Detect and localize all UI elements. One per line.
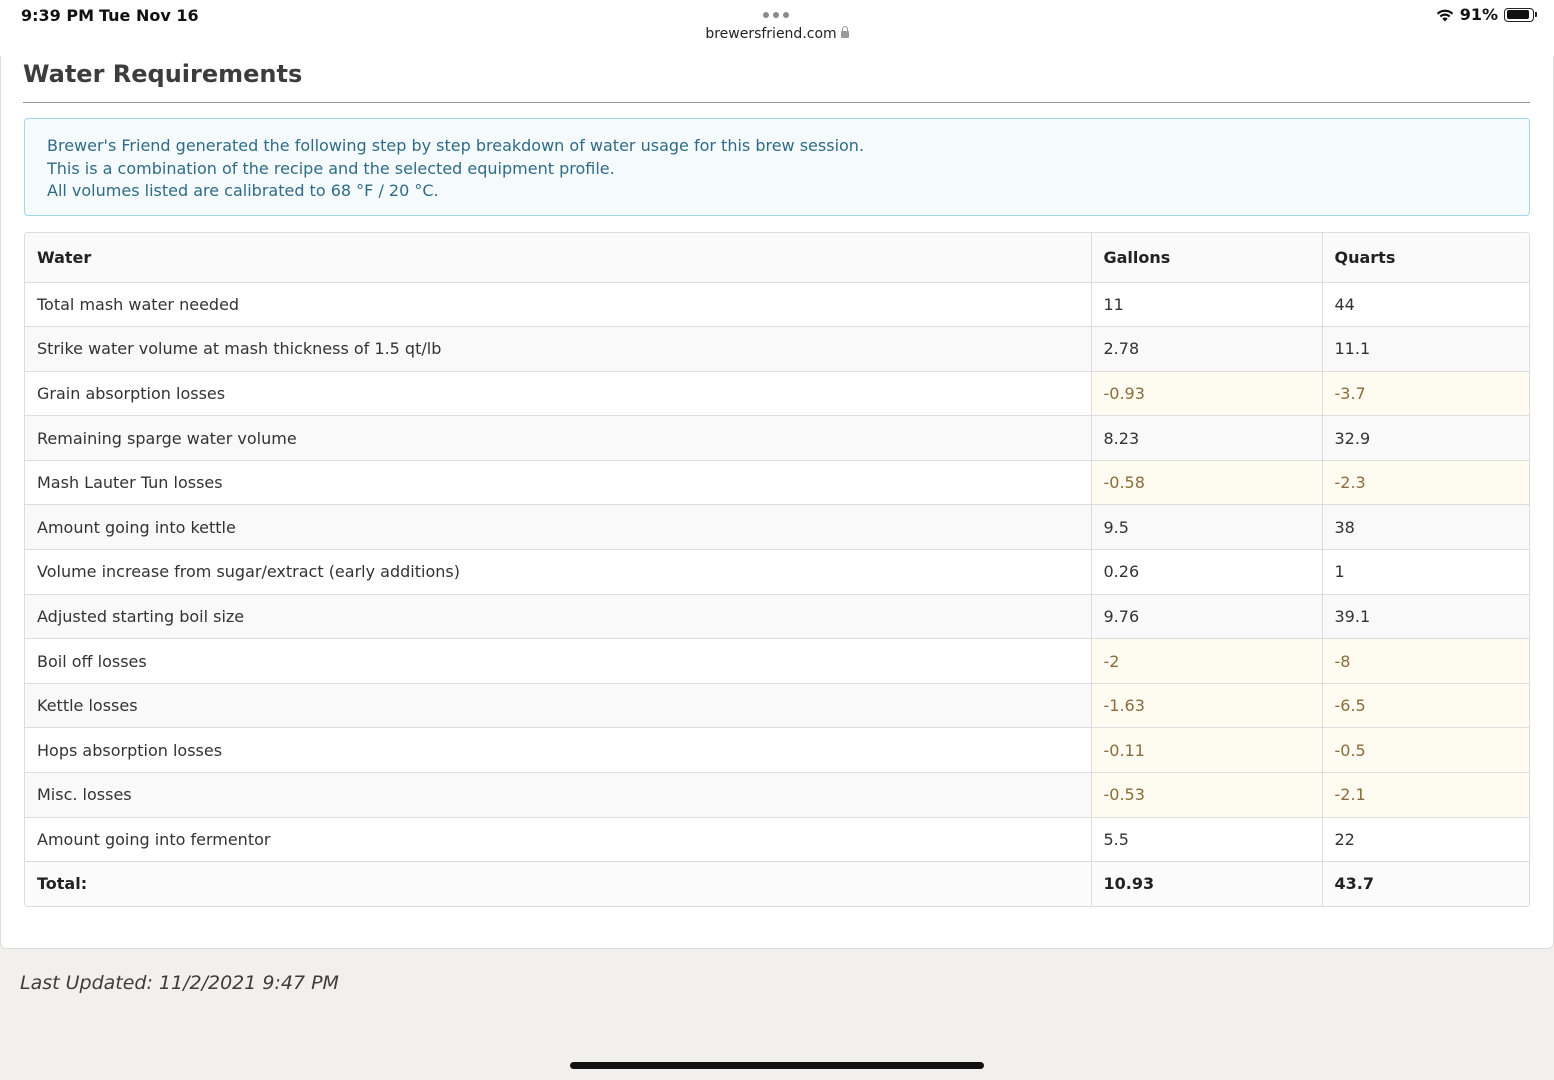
row-quarts: 11.1 (1322, 327, 1530, 372)
page-title: Water Requirements (23, 60, 303, 88)
header-water: Water (25, 233, 1091, 282)
ios-status-bar (0, 0, 1554, 56)
row-label: Amount going into kettle (25, 505, 1091, 550)
table-row (25, 817, 1530, 862)
row-quarts: 22 (1322, 817, 1530, 862)
row-gallons: -2 (1091, 639, 1322, 684)
row-quarts: 44 (1322, 282, 1530, 327)
row-gallons: 5.5 (1091, 817, 1322, 862)
row-label: Mash Lauter Tun losses (25, 460, 1091, 505)
row-label: Amount going into fermentor (25, 817, 1091, 862)
row-gallons: 9.76 (1091, 594, 1322, 639)
url-text: brewersfriend.com (705, 26, 837, 42)
info-line-2: This is a combination of the recipe and the selected equipment profile. (47, 158, 615, 178)
total-row (25, 862, 1530, 906)
info-alert (24, 118, 1530, 216)
row-label: Misc. losses (25, 773, 1091, 818)
table-row (25, 371, 1530, 416)
battery-icon (1504, 8, 1534, 22)
info-line-3: All volumes listed are calibrated to 68 °F / 20 °C. (47, 181, 439, 200)
table-row (25, 594, 1530, 639)
info-line-1: Brewer's Friend generated the following step by step breakdown of water usage for this brew session. (47, 136, 865, 155)
table-row (25, 773, 1530, 818)
row-quarts: -8 (1322, 639, 1530, 684)
home-indicator[interactable] (570, 1062, 984, 1069)
row-label: Total mash water needed (25, 282, 1091, 327)
row-label: Volume increase from sugar/extract (early additions) (25, 550, 1091, 595)
row-label: Adjusted starting boil size (25, 594, 1091, 639)
row-label: Remaining sparge water volume (25, 416, 1091, 461)
row-label: Strike water volume at mash thickness of 1.5 qt/lb (25, 327, 1091, 372)
row-quarts: -0.5 (1322, 728, 1530, 773)
header-quarts: Quarts (1322, 233, 1530, 282)
row-quarts: 1 (1322, 550, 1530, 595)
header-gallons: Gallons (1091, 233, 1322, 282)
row-gallons: -0.58 (1091, 460, 1322, 505)
row-gallons: 2.78 (1091, 327, 1322, 372)
row-gallons: 0.26 (1091, 550, 1322, 595)
table-row (25, 460, 1530, 505)
row-label: Kettle losses (25, 683, 1091, 728)
table-row (25, 327, 1530, 372)
status-right (1436, 5, 1534, 24)
row-label: Boil off losses (25, 639, 1091, 684)
table-row (25, 416, 1530, 461)
table-row (25, 282, 1530, 327)
row-quarts: 38 (1322, 505, 1530, 550)
row-quarts: -2.1 (1322, 773, 1530, 818)
table-row (25, 683, 1530, 728)
row-gallons: -0.93 (1091, 371, 1322, 416)
last-updated: Last Updated: 11/2/2021 9:47 PM (20, 972, 339, 994)
total-quarts: 43.7 (1322, 862, 1530, 906)
lock-icon (841, 31, 849, 38)
table-header-row (25, 233, 1530, 282)
row-quarts: -3.7 (1322, 371, 1530, 416)
water-table (24, 232, 1530, 907)
row-quarts: -2.3 (1322, 460, 1530, 505)
row-quarts: 39.1 (1322, 594, 1530, 639)
more-dots-icon[interactable] (763, 12, 789, 18)
wifi-icon (1436, 8, 1454, 22)
row-gallons: 9.5 (1091, 505, 1322, 550)
status-time: 9:39 PM (21, 6, 95, 25)
row-gallons: -0.11 (1091, 728, 1322, 773)
row-gallons: -1.63 (1091, 683, 1322, 728)
status-date: Tue Nov 16 (99, 6, 199, 25)
table-row (25, 550, 1530, 595)
row-label: Grain absorption losses (25, 371, 1091, 416)
table-row (25, 728, 1530, 773)
table-row (25, 505, 1530, 550)
row-quarts: 32.9 (1322, 416, 1530, 461)
row-gallons: -0.53 (1091, 773, 1322, 818)
total-gallons: 10.93 (1091, 862, 1322, 906)
table-row (25, 639, 1530, 684)
row-gallons: 8.23 (1091, 416, 1322, 461)
row-quarts: -6.5 (1322, 683, 1530, 728)
total-label: Total: (25, 862, 1091, 906)
address-bar[interactable] (0, 26, 1554, 42)
title-divider (23, 102, 1530, 103)
battery-percent: 91% (1459, 5, 1498, 24)
row-gallons: 11 (1091, 282, 1322, 327)
row-label: Hops absorption losses (25, 728, 1091, 773)
